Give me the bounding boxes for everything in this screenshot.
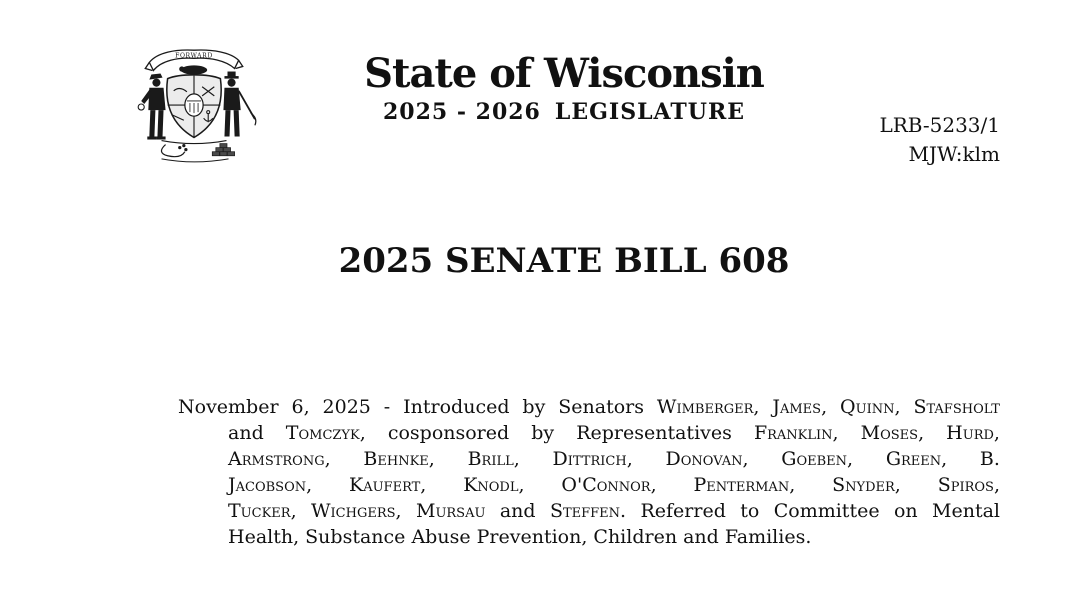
session-years: 2025 - 2026 xyxy=(382,99,541,125)
intro-line: November 6, 2025 - Introduced by Senators Wimberger, James, Quinn, Stafsholt xyxy=(178,396,1000,418)
lrb-reference-block xyxy=(879,111,1000,169)
legislature-session-line xyxy=(128,99,1000,125)
intro-line: Tucker, Wichgers, Mursau and Steffen. Referred to Committee on Mental xyxy=(228,500,1000,522)
intro-line: and Tomczyk, cosponsored by Representatives Franklin, Moses, Hurd, xyxy=(228,422,1000,444)
introduction-paragraph xyxy=(178,394,1000,550)
intro-line: Health, Substance Abuse Prevention, Children and Families. xyxy=(228,526,812,548)
session-word: LEGISLATURE xyxy=(554,99,746,125)
intro-line: Armstrong, Behnke, Brill, Dittrich, Donovan, Goeben, Green, B. xyxy=(228,448,1000,470)
document-header xyxy=(128,52,1000,125)
intro-line: Jacobson, Kaufert, Knodl, O'Connor, Penterman, Snyder, Spiros, xyxy=(228,474,1000,496)
bill-title: 2025 SENATE BILL 608 xyxy=(338,241,790,281)
cornucopia-icon xyxy=(161,145,184,157)
state-title: State of Wisconsin xyxy=(364,50,764,97)
lrb-number: LRB-5233/1 xyxy=(879,113,1000,137)
drafter-initials: MJW:klm xyxy=(908,142,1000,166)
seal-motto: FORWARD xyxy=(175,52,213,60)
lead-ingots-icon xyxy=(212,144,234,156)
